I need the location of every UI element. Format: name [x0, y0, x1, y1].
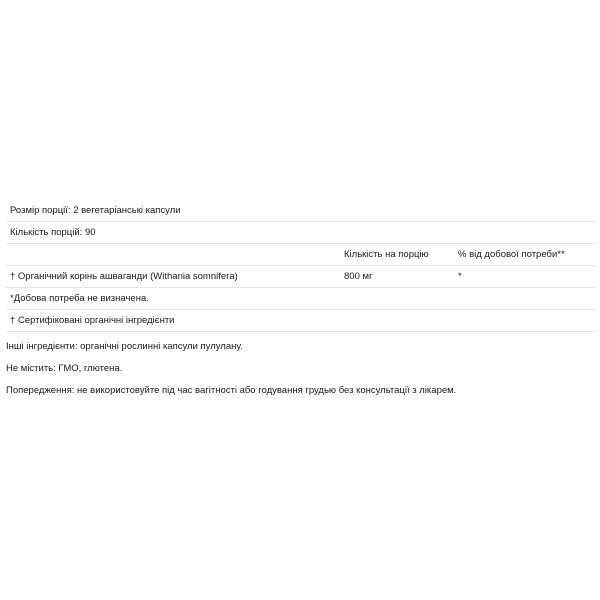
- serving-size: Розмір порції: 2 вегетаріанські капсули: [6, 200, 596, 222]
- serving-size-row: [6, 200, 596, 222]
- footnote-organic-row: [6, 310, 596, 332]
- footnote-daily-value: *Добова потреба не визначена.: [6, 288, 596, 310]
- table-row: [6, 266, 596, 288]
- header-daily-value: % від добової потреби**: [454, 244, 596, 266]
- servings-per-container-row: [6, 222, 596, 244]
- header-name-cell: [6, 244, 340, 266]
- ingredient-amount: 800 мг: [340, 266, 454, 288]
- free-of: Не містить: ГМО, глютена.: [6, 363, 123, 374]
- supplement-facts-table: [6, 200, 596, 332]
- ingredient-name: † Органічний корінь ашваганди (Withania somnifera): [6, 266, 340, 288]
- footnote-organic: † Сертифіковані органічні інгредієнти: [6, 310, 596, 332]
- ingredient-daily-value: *: [454, 266, 596, 288]
- header-amount: Кількість на порцію: [340, 244, 454, 266]
- table-header-row: [6, 244, 596, 266]
- product-notes: [6, 336, 596, 402]
- other-ingredients: Інші інгредієнти: органічні рослинні капсули пулулану.: [6, 341, 243, 352]
- warning: Попередження: не використовуйте під час вагітності або годування грудью без консультації з лікарем.: [6, 385, 457, 396]
- footnote-dv-row: [6, 288, 596, 310]
- servings-per-container: Кількість порцій: 90: [6, 222, 596, 244]
